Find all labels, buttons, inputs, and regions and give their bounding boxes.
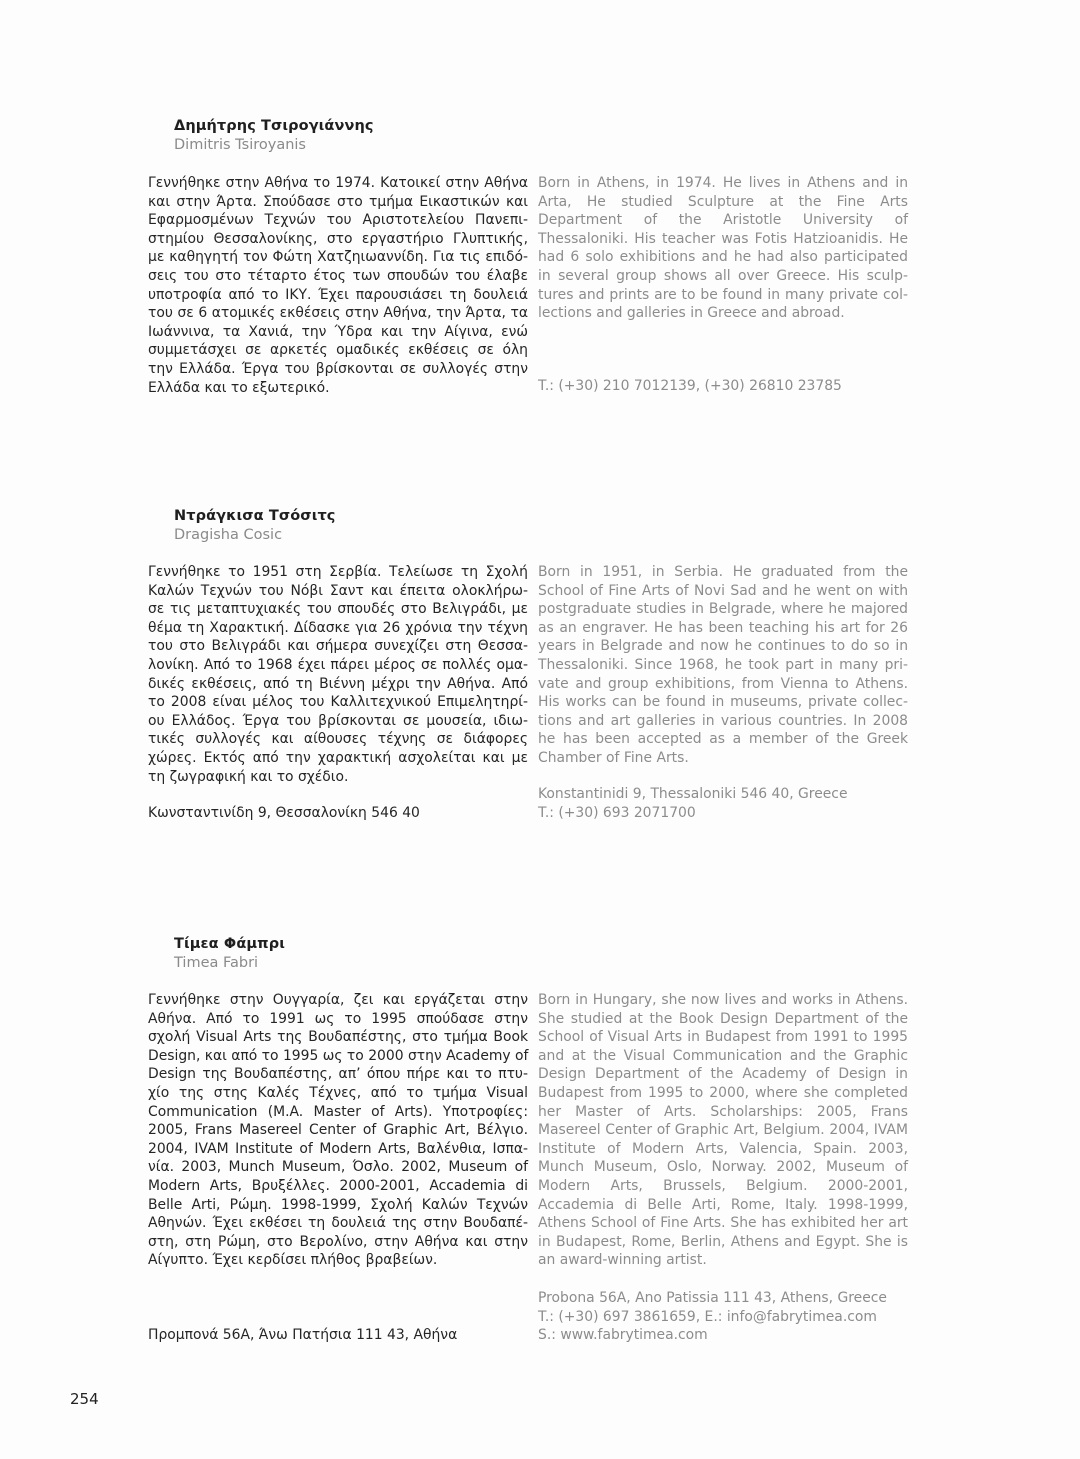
bio-line: lections and galleries in Greece and abroad. <box>538 305 845 322</box>
contact-phone: T.: (+30) 693 2071700 <box>538 804 696 821</box>
page-number: 254 <box>70 1390 99 1408</box>
bio-line: λονίκη. Από το 1968 έχει πάρει μέρος σε πολλές ομα- <box>148 656 528 673</box>
bio-line: in Budapest, Rome, Berlin, Athens and Egypt. She is <box>538 1233 908 1250</box>
bio-line: Belle Arti, Ρώμη. 1998-1999, Σχολή Καλών Τεχνών <box>148 1196 528 1213</box>
contact-address: Probona 56A, Ano Patissia 111 43, Athens, Greece <box>538 1290 887 1306</box>
bio-line: Born in 1951, in Serbia. He graduated from the <box>538 564 908 580</box>
bio-line: School of Visual Arts in Budapest from 1991 to 1995 <box>538 1029 908 1046</box>
bio-line: School of Fine Arts of Novi Sad and he went on with <box>538 582 908 599</box>
bio-greek <box>148 563 528 786</box>
bio-line: Αίγυπτο. Έχει κερδίσει πλήθος βραβείων. <box>148 1252 438 1269</box>
bio-line: του στο Βελιγράδι και σήμερα συνεχίζει στη Θεσσα- <box>148 638 528 655</box>
bio-line: tures and prints are to be found in many private col- <box>538 286 908 303</box>
bio-line: το 2008 είναι μέλος του Καλλιτεχνικού Επιμελητηρί- <box>148 694 528 711</box>
bio-line: στη, στη Ρώμη, στο Βερολίνο, στην Αθήνα και στην <box>148 1233 528 1250</box>
artist-name-greek: Δημήτρης Τσιρογιάννης <box>174 118 374 134</box>
bio-line: Design Department of the Academy of Design in <box>538 1066 908 1083</box>
artist-name-english: Dimitris Tsiroyanis <box>174 137 306 153</box>
contact-address: Konstantinidi 9, Thessaloniki 546 40, Greece <box>538 786 848 802</box>
bio-line: Αθηνών. Έχει εκθέσει τη δουλειά της στην Βουδαπέ- <box>148 1215 528 1232</box>
bio-line: Modern Arts, Brussels, Belgium. 2000-2001, <box>538 1177 908 1194</box>
bio-line: Department of the Aristotle University of <box>538 212 908 229</box>
bio-line: στημίου Θεσσαλονίκης, στο εργαστήριο Γλυπτικής, <box>148 230 528 247</box>
address-greek: Προμπονά 56Α, Άνω Πατήσια 111 43, Αθήνα <box>148 1327 458 1343</box>
bio-greek <box>148 174 528 397</box>
bio-line: 2004, IVAM Institute of Modern Arts, Βαλένθια, Ισπα- <box>148 1140 528 1157</box>
bio-line: her Master of Arts. Scholarships: 2005, Frans <box>538 1103 908 1120</box>
contact-phone-email: T.: (+30) 697 3861659, E.: info@fabrytimea.com <box>538 1308 877 1325</box>
bio-line: χώρες. Εκτός από την χαρακτική ασχολείται και με <box>148 749 528 766</box>
bio-line: Καλών Τεχνών του Νόβι Σαντ και έπειτα ολοκλήρω- <box>148 582 528 599</box>
bio-line: χίο της στης Καλές Τέχνες, από το τμήμα Visual <box>148 1084 528 1101</box>
bio-line: Munch Museum, Oslo, Norway. 2002, Museum of <box>538 1159 908 1176</box>
bio-line: Ελλάδα και το εξωτερικό. <box>148 379 330 396</box>
bio-line: Masereel Center of Graphic Art, Belgium. 2004, IVAM <box>538 1122 908 1139</box>
bio-greek <box>148 991 528 1270</box>
bio-line: vate and group exhibitions, from Vienna to Athens. <box>538 675 908 692</box>
bio-line: in several group shows all over Greece. His sculp- <box>538 267 908 284</box>
bio-line: Born in Hungary, she now lives and works in Athens. <box>538 992 908 1008</box>
bio-english <box>538 991 908 1270</box>
bio-line: Γεννήθηκε στην Αθήνα το 1974. Κατοικεί στην Αθήνα <box>148 175 528 191</box>
bio-line: Γεννήθηκε το 1951 στη Σερβία. Τελείωσε τη Σχολή <box>148 564 528 580</box>
bio-line: 2005, Frans Masereel Center of Graphic Art, Βέλγιο. <box>148 1122 528 1139</box>
bio-line: Born in Athens, in 1974. He lives in Athens and in <box>538 175 908 191</box>
bio-line: Accademia di Belle Arti, Rome, Italy. 1998-1999, <box>538 1196 908 1213</box>
bio-line: Αθήνα. Από το 1991 ως το 1995 σπούδασε στην <box>148 1010 528 1027</box>
bio-line: σεις του στο τέταρτο έτος των σπουδών του έλαβε <box>148 267 528 284</box>
bio-line: θέμα τη Χαρακτική. Δίδασκε για 26 χρόνια την τέχνη <box>148 619 528 636</box>
bio-line: Ιωάννινα, τα Χανιά, την Ύδρα και την Αίγινα, ενώ <box>148 323 528 340</box>
bio-line: νία. 2003, Munch Museum, Όσλο. 2002, Museum of <box>148 1159 528 1176</box>
bio-line: Chamber of Fine Arts. <box>538 749 689 766</box>
artist-name-greek: Ντράγκισα Τσόσιτς <box>174 508 336 524</box>
bio-line: an award-winning artist. <box>538 1252 707 1269</box>
bio-line: υποτροφία από το ΙΚΥ. Έχει παρουσιάσει τη δουλειά <box>148 286 528 303</box>
bio-line: σε τις μεταπτυχιακές του σπουδές στο Βελιγράδι, με <box>148 601 528 618</box>
bio-line: τη ζωγραφική και το σχέδιο. <box>148 768 349 785</box>
bio-english <box>538 563 908 768</box>
contact-english <box>538 785 908 822</box>
bio-line: His works can be found in museums, private collec- <box>538 694 908 711</box>
bio-line: Institute of Modern Arts, Valencia, Spain. 2003, <box>538 1140 908 1157</box>
bio-line: συμμετάσχει σε αρκετές ομαδικές εκθέσεις σε όλη <box>148 342 528 359</box>
artist-name-english: Dragisha Cosic <box>174 527 283 543</box>
bio-line: και στην Άρτα. Σπούδασε στο τμήμα Εικαστικών και <box>148 193 528 210</box>
bio-line: She studied at the Book Design Department of the <box>538 1010 908 1027</box>
bio-line: Γεννήθηκε στην Ουγγαρία, ζει και εργάζεται στην <box>148 992 528 1008</box>
artist-name-english: Timea Fabri <box>174 955 259 971</box>
bio-line: he has been accepted as a member of the Greek <box>538 731 908 748</box>
bio-line: του σε 6 ατομικές εκθέσεις στην Αθήνα, την Άρτα, τα <box>148 305 528 322</box>
bio-line: and at the Visual Communication and the Graphic <box>538 1047 908 1064</box>
bio-line: Communication (M.A. Master of Arts). Υποτροφίες: <box>148 1103 528 1120</box>
bio-line: Design, και από το 1995 ως το 2000 στην Academy of <box>148 1047 529 1064</box>
bio-line: Thessaloniki. His teacher was Fotis Hatzioanidis. He <box>538 230 908 247</box>
contact-website: S.: www.fabrytimea.com <box>538 1327 708 1344</box>
bio-line: Athens School of Fine Arts. She has exhibited her art <box>538 1215 908 1232</box>
bio-line: την Ελλάδα. Έργα του βρίσκονται σε συλλογές στην <box>148 360 528 377</box>
artist-name-greek: Τίμεα Φάμπρι <box>174 936 285 952</box>
bio-line: τικές συλλογές και αίθουσες τέχνης σε διάφορες <box>148 731 528 748</box>
contact-english <box>538 377 908 396</box>
bio-line: με καθηγητή τον Φώτη Χατζηιωαννίδη. Για τις επιδό- <box>148 249 528 266</box>
bio-line: σχολή Visual Arts της Βουδαπέστης, στο τμήμα Book <box>148 1029 528 1046</box>
bio-line: δικές εκθέσεις, από τη Βιέννη μέχρι την Αθήνα. Από <box>148 675 528 692</box>
bio-line: Budapest from 1995 to 2000, where she completed <box>538 1084 908 1101</box>
bio-line: Thessaloniki. Since 1968, he took part in many pri- <box>538 656 908 673</box>
contact-english <box>538 1289 908 1345</box>
bio-line: tions and art galleries in various countries. In 2008 <box>538 712 908 729</box>
bio-line: years in Belgrade and now he continues to do so in <box>538 638 908 655</box>
bio-line: as an engraver. He has been teaching his art for 26 <box>538 619 908 636</box>
address-greek: Κωνσταντινίδη 9, Θεσσαλονίκη 546 40 <box>148 805 420 821</box>
contact-phone: T.: (+30) 210 7012139, (+30) 26810 23785 <box>538 378 842 394</box>
bio-line: Design της Βουδαπέστης, απ’ όπου πήρε και το πτυ- <box>148 1066 528 1083</box>
bio-line: Arta, He studied Sculpture at the Fine Arts <box>538 193 908 210</box>
bio-line: postgraduate studies in Belgrade, where he majored <box>538 601 908 618</box>
bio-line: had 6 solo exhibitions and he had also participated <box>538 249 908 266</box>
bio-line: ου Ελλάδος. Έργα του βρίσκονται σε μουσεία, ιδιω- <box>148 712 528 729</box>
bio-line: Εφαρμοσμένων Τεχνών του Αριστοτελείου Πανεπι- <box>148 212 528 229</box>
bio-english <box>538 174 908 323</box>
bio-line: Modern Arts, Βρυξέλλες. 2000-2001, Accademia di <box>148 1177 528 1194</box>
